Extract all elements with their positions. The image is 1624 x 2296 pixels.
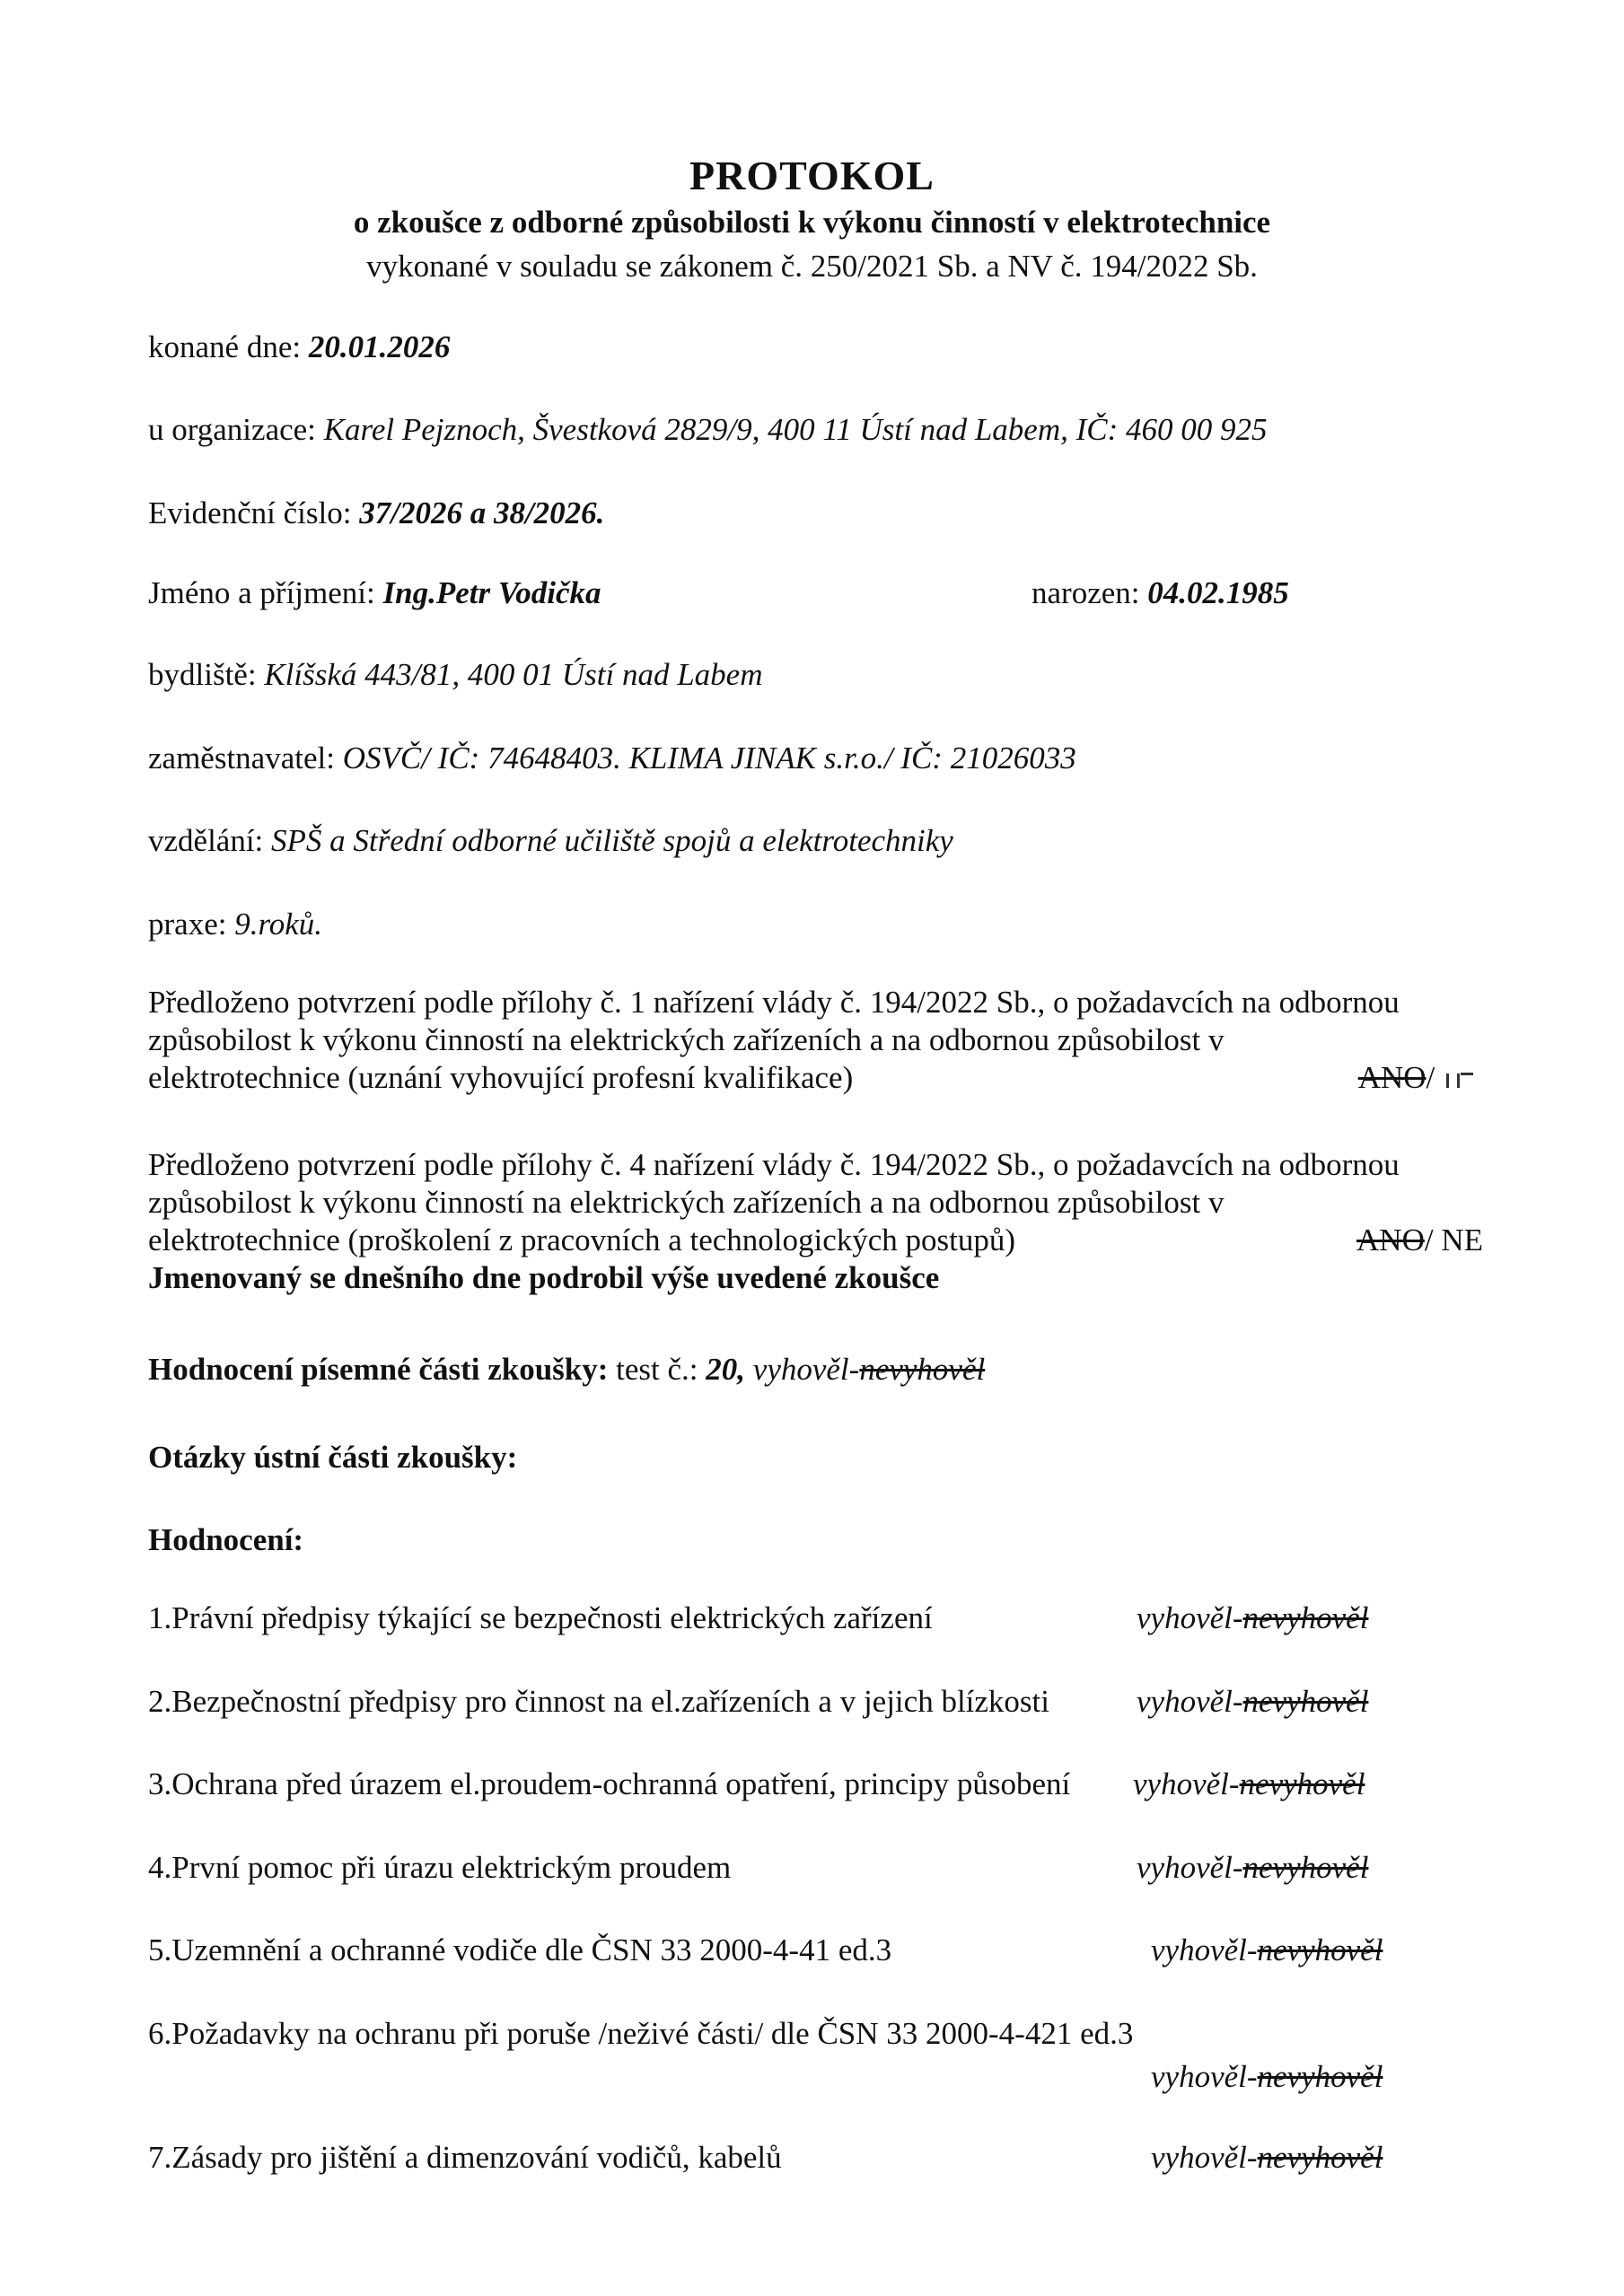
written-part-evaluation xyxy=(148,1352,985,1388)
question-fail-struck: nevyhověl xyxy=(1242,1684,1369,1719)
question-fail-struck: nevyhověl xyxy=(1242,1600,1369,1635)
organization-field xyxy=(148,412,1268,448)
question-pass: vyhověl- xyxy=(1137,1850,1243,1885)
exam-date-field xyxy=(148,329,450,365)
attachment4-separator: / xyxy=(1424,1222,1442,1258)
attachment4-last-line xyxy=(148,1222,1483,1259)
question-fail-struck: nevyhověl xyxy=(1257,1932,1383,1967)
question-pass: vyhověl- xyxy=(1137,1684,1243,1719)
practice-label: praxe: xyxy=(148,907,227,942)
attachment4-ne: NE xyxy=(1441,1222,1483,1258)
practice-value: 9.roků. xyxy=(234,907,323,942)
question-result xyxy=(1137,1850,1368,1886)
oral-question: 5.Uzemnění a ochranné vodiče dle ČSN 33 2000-4-41 ed.3 xyxy=(148,1932,892,1967)
registration-number-label: Evidenční číslo: xyxy=(148,495,352,530)
name-field xyxy=(148,575,601,611)
name-value: Ing.Petr Vodička xyxy=(382,575,601,610)
education-field xyxy=(148,823,953,859)
oral-question: 7.Zásady pro jištění a dimenzování vodičů, kabelů xyxy=(148,2140,782,2175)
test-number-label: test č.: xyxy=(616,1352,698,1387)
document-title: PROTOKOL xyxy=(689,153,935,198)
birth-date-field xyxy=(1031,575,1289,611)
document-subtitle: o zkoušce z odborné způsobilosti k výkonu činností v elektrotechnice xyxy=(353,205,1271,240)
attachment1-line: způsobilost k výkonu činností na elektrických zařízeních a na odbornou způsobilost v xyxy=(148,1022,1225,1057)
oral-part-heading: Otázky ústní části zkoušky: xyxy=(148,1440,518,1475)
employer-value: OSVČ/ IČ: 74648403. KLIMA JINAK s.r.o./ IČ: 21026033 xyxy=(342,741,1076,776)
attachment1-separator: / xyxy=(1426,1060,1443,1095)
question-fail-struck: nevyhověl xyxy=(1239,1766,1365,1801)
test-number-value: 20, xyxy=(706,1352,746,1387)
question-pass: vyhověl- xyxy=(1133,1766,1240,1801)
attachment4-line: způsobilost k výkonu činností na elektrických zařízeních a na odbornou způsobilost v xyxy=(148,1185,1225,1220)
organization-value: Karel Pejznoch, Švestková 2829/9, 400 11 Ústí nad Labem, IČ: 460 00 925 xyxy=(323,412,1268,447)
oral-question: 1.Právní předpisy týkající se bezpečnosti elektrických zařízení xyxy=(148,1600,933,1635)
question-fail-struck: nevyhověl xyxy=(1257,2059,1383,2094)
exam-date-value: 20.01.2026 xyxy=(308,329,451,364)
birth-date-value: 04.02.1985 xyxy=(1147,575,1289,610)
attachment1-line: Předloženo potvrzení podle přílohy č. 1 nařízení vlády č. 194/2022 Sb., o požadavcích na odbornou xyxy=(148,985,1400,1020)
oral-question: 2.Bezpečnostní předpisy pro činnost na el.zařízeních a v jejich blízkosti xyxy=(148,1684,1049,1719)
question-result xyxy=(1151,2140,1383,2176)
attachment1-ano-struck: ANO xyxy=(1357,1060,1426,1095)
law-reference: vykonané v souladu se zákonem č. 250/2021 Sb. a NV č. 194/2022 Sb. xyxy=(366,249,1258,284)
registration-number-field xyxy=(148,495,604,531)
education-value: SPŠ a Střední odborné učiliště spojů a elektrotechniky xyxy=(271,823,953,858)
written-pass: vyhověl- xyxy=(752,1352,860,1387)
written-part-label: Hodnocení písemné části zkoušky: xyxy=(148,1352,609,1387)
question-pass: vyhověl- xyxy=(1151,2059,1258,2094)
written-fail-struck: nevyhověl xyxy=(859,1352,986,1387)
attachment4-paragraph xyxy=(148,1146,1483,1297)
residence-field xyxy=(148,657,762,693)
registration-number-value: 37/2026 a 38/2026. xyxy=(359,495,605,530)
attachment4-answer xyxy=(1356,1222,1483,1259)
attachment1-answer xyxy=(1358,1059,1479,1097)
attachment1-paragraph xyxy=(148,984,1477,1097)
question-result xyxy=(1137,1600,1368,1636)
residence-label: bydliště: xyxy=(148,657,257,692)
attachment1-line: elektrotechnice (uznání vyhovující profesní kvalifikace) xyxy=(148,1060,854,1095)
oral-question: 6.Požadavky na ochranu při poruše /neživé části/ dle ČSN 33 2000-4-421 ed.3 xyxy=(148,2016,1134,2051)
question-pass: vyhověl- xyxy=(1151,1932,1258,1967)
question-pass: vyhověl- xyxy=(1151,2140,1258,2175)
education-label: vzdělání: xyxy=(148,823,264,858)
employer-field xyxy=(148,741,1076,776)
attachment4-line: Předloženo potvrzení podle přílohy č. 4 nařízení vlády č. 194/2022 Sb., o požadavcích na odbornou xyxy=(148,1147,1400,1182)
exam-date-label: konané dne: xyxy=(148,329,302,364)
employer-label: zaměstnavatel: xyxy=(148,741,335,776)
question-result xyxy=(1151,1932,1383,1968)
question-result xyxy=(1133,1766,1365,1802)
question-result xyxy=(1137,1684,1368,1720)
oral-question: 3.Ochrana před úrazem el.proudem-ochranná opatření, principy působení xyxy=(148,1766,1071,1801)
question-fail-struck: nevyhověl xyxy=(1242,1850,1369,1885)
attachment1-last-line xyxy=(148,1059,1477,1097)
oral-question: 4.První pomoc při úrazu elektrickým proudem xyxy=(148,1850,732,1885)
question-pass: vyhověl- xyxy=(1137,1600,1243,1635)
attachment1-ne-smudged-mark xyxy=(1443,1071,1479,1091)
residence-value: Klíšská 443/81, 400 01 Ústí nad Labem xyxy=(264,657,763,692)
evaluation-heading: Hodnocení: xyxy=(148,1522,304,1557)
question-result xyxy=(1151,2059,1383,2095)
question-fail-struck: nevyhověl xyxy=(1257,2140,1383,2175)
attachment4-line: elektrotechnice (proškolení z pracovních a technologických postupů) xyxy=(148,1222,1016,1258)
name-label: Jméno a příjmení: xyxy=(148,575,375,610)
attachment4-ano-struck: ANO xyxy=(1356,1222,1425,1258)
exam-statement: Jmenovaný se dnešního dne podrobil výše uvedené zkoušce xyxy=(148,1260,940,1295)
practice-field xyxy=(148,907,322,942)
birth-date-label: narozen: xyxy=(1031,575,1140,610)
organization-label: u organizace: xyxy=(148,412,316,447)
